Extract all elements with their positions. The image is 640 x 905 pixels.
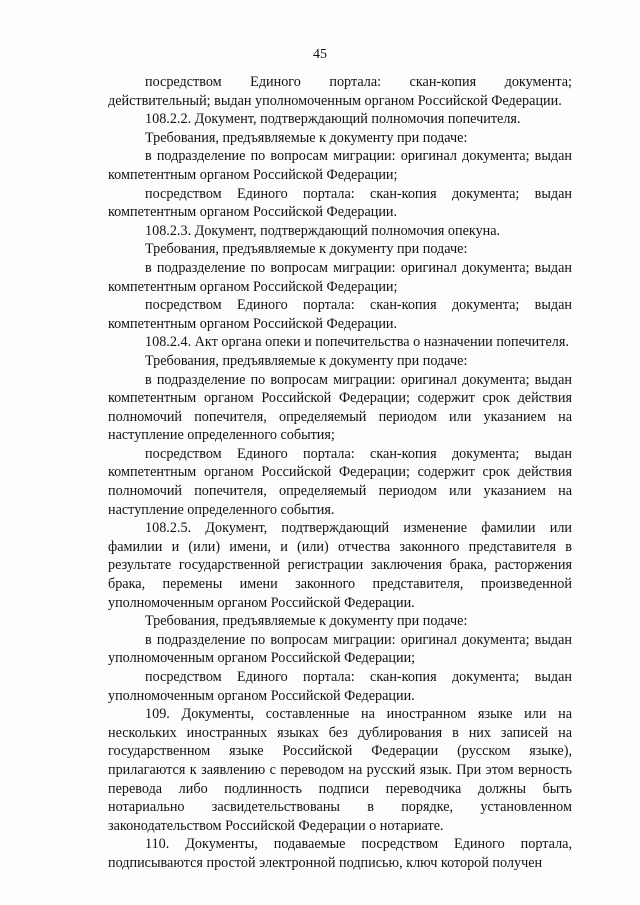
paragraph: посредством Единого портала: скан-копия документа; выдан уполномоченным органом Российской Федерации.	[108, 669, 572, 704]
paragraph: 109. Документы, составленные на иностранном языке или на нескольких иностранных языках без дублирования в них записей на государственном языке Российской Федерации (русском языке), прилагаются к заявлению с переводом на русский язык. При этом верность перевода либо подлинность подписи переводчика должны быть нотариально засвидетельствованы в порядке, установленном законодательством Российской Федерации о нотариате.	[108, 706, 572, 834]
page-body	[108, 73, 572, 873]
paragraph: Требования, предъявляемые к документу при подаче:	[145, 241, 468, 258]
paragraph: посредством Единого портала: скан-копия документа; выдан компетентным органом Российской Федерации; содержит срок действия полномочий попечителя, определяемый периодом или указанием на наступление определенного события.	[108, 445, 572, 518]
paragraph: посредством Единого портала: скан-копия документа; выдан компетентным органом Российской Федерации.	[108, 185, 572, 221]
paragraph: 108.2.2. Документ, подтверждающий полномочия попечителя.	[145, 111, 521, 128]
paragraph: 108.2.3. Документ, подтверждающий полномочия опекуна.	[145, 222, 501, 239]
paragraph: 110. Документы, подаваемые посредством Единого портала, подписываются простой электронной подписью, ключ которой получен	[108, 836, 572, 871]
paragraph: 108.2.4. Акт органа опеки и попечительства о назначении попечителя.	[145, 334, 569, 351]
paragraph: в подразделение по вопросам миграции: оригинал документа; выдан компетентным органом Российской Федерации; содержит срок действия полномочий попечителя, определяемый периодом или указанием на наступление определенного события;	[108, 371, 572, 444]
paragraph: в подразделение по вопросам миграции: оригинал документа; выдан компетентным органом Российской Федерации;	[108, 148, 572, 183]
page-number: 45	[313, 47, 327, 62]
paragraph: посредством Единого портала: скан-копия документа; действительный; выдан уполномоченным органом Российской Федерации.	[108, 74, 572, 109]
paragraph: Требования, предъявляемые к документу при подаче:	[145, 613, 468, 630]
paragraph: посредством Единого портала: скан-копия документа; выдан компетентным органом Российской Федерации.	[108, 297, 572, 332]
paragraph: Требования, предъявляемые к документу при подаче:	[145, 352, 468, 369]
paragraph: в подразделение по вопросам миграции: оригинал документа; выдан компетентным органом Российской Федерации;	[108, 259, 572, 295]
paragraph: в подразделение по вопросам миграции: оригинал документа; выдан уполномоченным органом Российской Федерации;	[108, 631, 572, 667]
paragraph: Требования, предъявляемые к документу при подаче:	[145, 129, 468, 146]
paragraph: 108.2.5. Документ, подтверждающий изменение фамилии или фамилии и (или) имени, и (или) отчества законного представителя в результате государственной регистрации заключения брака, расторжения брака, перемены имени законного представителя, произведенной уполномоченным органом Российской Федерации.	[108, 520, 572, 611]
